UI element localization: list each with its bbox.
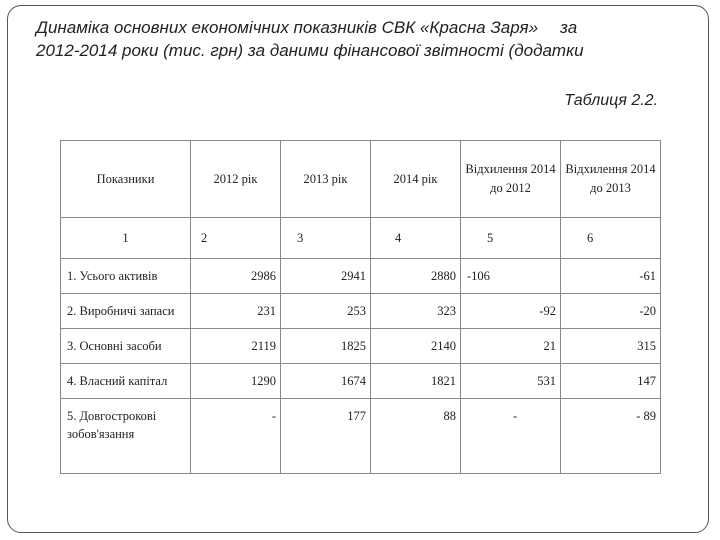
table-cell: 2880 xyxy=(371,259,461,294)
table-row xyxy=(61,399,661,474)
table-cell: - 89 xyxy=(561,399,661,474)
row-label: 4. Власний капітал xyxy=(61,364,191,399)
title-line-2: 2012-2014 роки (тис. грн) за даними фінансової звітності (додатки xyxy=(36,41,584,60)
table-row xyxy=(61,364,661,399)
table-row xyxy=(61,294,661,329)
header-cell: Відхилення 2014 до 2013 xyxy=(561,141,661,218)
header-cell: Відхилення 2014 до 2012 xyxy=(461,141,561,218)
column-number: 3 xyxy=(281,218,371,259)
column-number-row xyxy=(61,218,661,259)
header-cell: 2014 рік xyxy=(371,141,461,218)
table-cell: -20 xyxy=(561,294,661,329)
table-cell: -106 xyxy=(461,259,561,294)
table-cell: 2119 xyxy=(191,329,281,364)
table-cell: 231 xyxy=(191,294,281,329)
table-cell: 21 xyxy=(461,329,561,364)
table-cell: 1821 xyxy=(371,364,461,399)
row-label: 2. Виробничі запаси xyxy=(61,294,191,329)
title-line-1-tail: за xyxy=(560,18,578,37)
column-number: 1 xyxy=(61,218,191,259)
table-cell: 1825 xyxy=(281,329,371,364)
table-cell: 531 xyxy=(461,364,561,399)
row-label: 3. Основні засоби xyxy=(61,329,191,364)
table-row xyxy=(61,259,661,294)
header-cell: Показники xyxy=(61,141,191,218)
page-title xyxy=(36,16,676,62)
table-cell: 323 xyxy=(371,294,461,329)
table-cell: 1674 xyxy=(281,364,371,399)
table-cell: -61 xyxy=(561,259,661,294)
table-cell: 1290 xyxy=(191,364,281,399)
column-number: 6 xyxy=(561,218,661,259)
table-cell: -92 xyxy=(461,294,561,329)
table-row xyxy=(61,329,661,364)
column-number: 2 xyxy=(191,218,281,259)
table-cell: 2986 xyxy=(191,259,281,294)
table-cell: - xyxy=(461,399,561,474)
row-label: 1. Усього активів xyxy=(61,259,191,294)
table-cell: - xyxy=(191,399,281,474)
title-line-1: Динаміка основних економічних показників СВК «Красна Заря» xyxy=(36,18,539,37)
header-cell: 2013 рік xyxy=(281,141,371,218)
data-table xyxy=(60,140,661,474)
table-header-row xyxy=(61,141,661,218)
table-cell: 2941 xyxy=(281,259,371,294)
table-cell: 315 xyxy=(561,329,661,364)
table-cell: 253 xyxy=(281,294,371,329)
column-number: 4 xyxy=(371,218,461,259)
table-cell: 177 xyxy=(281,399,371,474)
table-cell: 88 xyxy=(371,399,461,474)
header-cell: 2012 рік xyxy=(191,141,281,218)
table-cell: 147 xyxy=(561,364,661,399)
table-cell: 2140 xyxy=(371,329,461,364)
column-number: 5 xyxy=(461,218,561,259)
row-label: 5. Довгострокові зобов'язання xyxy=(61,399,191,474)
table-label: Таблиця 2.2. xyxy=(564,92,658,109)
